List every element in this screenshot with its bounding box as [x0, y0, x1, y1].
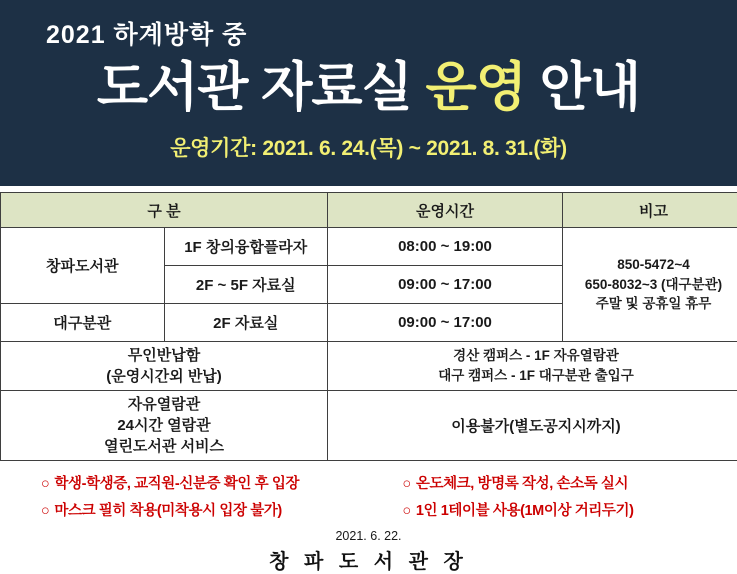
- list-item: [7, 496, 369, 523]
- operating-period: 운영기간: 2021. 6. 24.(목) ~ 2021. 8. 31.(화): [0, 132, 737, 162]
- table-body: [1, 228, 737, 461]
- schedule-table: [0, 192, 737, 461]
- cell-return-box-content: [328, 342, 737, 391]
- circle-bullet-icon: ○: [403, 503, 411, 519]
- table-row: [1, 228, 737, 266]
- return-box-label-line-1: 무인반납함: [3, 345, 325, 366]
- list-item: [7, 469, 369, 496]
- cell-note-contact: [563, 228, 737, 342]
- column-header-hours: 운영시간: [328, 193, 563, 228]
- reading-room-label-line-1: 자유열람관: [3, 394, 325, 415]
- table-header-row: [1, 193, 737, 228]
- footer-signature: 창 파 도 서 관 장: [0, 545, 737, 574]
- return-box-content-line-2: 대구 캠퍼스 - 1F 대구분관 출입구: [331, 366, 737, 386]
- cell-hours-1f: 08:00 ~ 19:00: [328, 228, 563, 266]
- cell-room-daegu: 2F 자료실: [164, 304, 328, 342]
- reading-room-label-line-3: 열린도서관 서비스: [3, 436, 325, 457]
- table-header: [1, 193, 737, 228]
- list-item: [369, 469, 731, 496]
- cell-reading-room-content: 이용불가(별도공지시까지): [328, 391, 737, 461]
- column-header-note: 비고: [563, 193, 737, 228]
- list-item: [369, 496, 731, 523]
- notice-text: 학생-학생증, 교직원-신분증 확인 후 입장: [54, 476, 299, 492]
- table-row-reading-room: [1, 391, 737, 461]
- cell-reading-room-label: [1, 391, 328, 461]
- title-prefix: 도서관 자료실: [97, 58, 426, 117]
- cell-place-daegu: 대구분관: [1, 304, 165, 342]
- return-box-content-line-1: 경산 캠퍼스 - 1F 자유열람관: [331, 346, 737, 366]
- column-header-division: 구 분: [1, 193, 328, 228]
- circle-bullet-icon: ○: [41, 476, 49, 492]
- notice-text: 마스크 필히 착용(미착용시 입장 불가): [54, 503, 281, 519]
- circle-bullet-icon: ○: [403, 476, 411, 492]
- return-box-label-line-2: (운영시간외 반납): [3, 366, 325, 387]
- note-line-2: 650-8032~3 (대구분관): [566, 275, 737, 295]
- footer-date: 2021. 6. 22.: [0, 529, 737, 543]
- cell-place-changpa: 창파도서관: [1, 228, 165, 304]
- reading-room-label-line-2: 24시간 열람관: [3, 415, 325, 436]
- table-row-return-box: [1, 342, 737, 391]
- poster-footer: [0, 529, 737, 574]
- poster-header: [0, 0, 737, 186]
- cell-hours-daegu: 09:00 ~ 17:00: [328, 304, 563, 342]
- cell-return-box-label: [1, 342, 328, 391]
- cell-room-2f-5f: 2F ~ 5F 자료실: [164, 266, 328, 304]
- cell-hours-2f-5f: 09:00 ~ 17:00: [328, 266, 563, 304]
- page-title: [0, 58, 737, 119]
- notice-list: [7, 469, 730, 523]
- header-kicker: 2021 하계방학 중: [0, 22, 737, 50]
- note-line-3: 주말 및 공휴일 휴무: [566, 294, 737, 314]
- title-highlight: 운영: [426, 58, 526, 117]
- circle-bullet-icon: ○: [41, 503, 49, 519]
- notice-text: 1인 1테이블 사용(1M이상 거리두기): [416, 503, 634, 519]
- note-line-1: 850-5472~4: [566, 255, 737, 275]
- title-suffix: 안내: [526, 58, 640, 117]
- cell-room-1f: 1F 창의융합플라자: [164, 228, 328, 266]
- notice-text: 온도체크, 방명록 작성, 손소독 실시: [416, 476, 628, 492]
